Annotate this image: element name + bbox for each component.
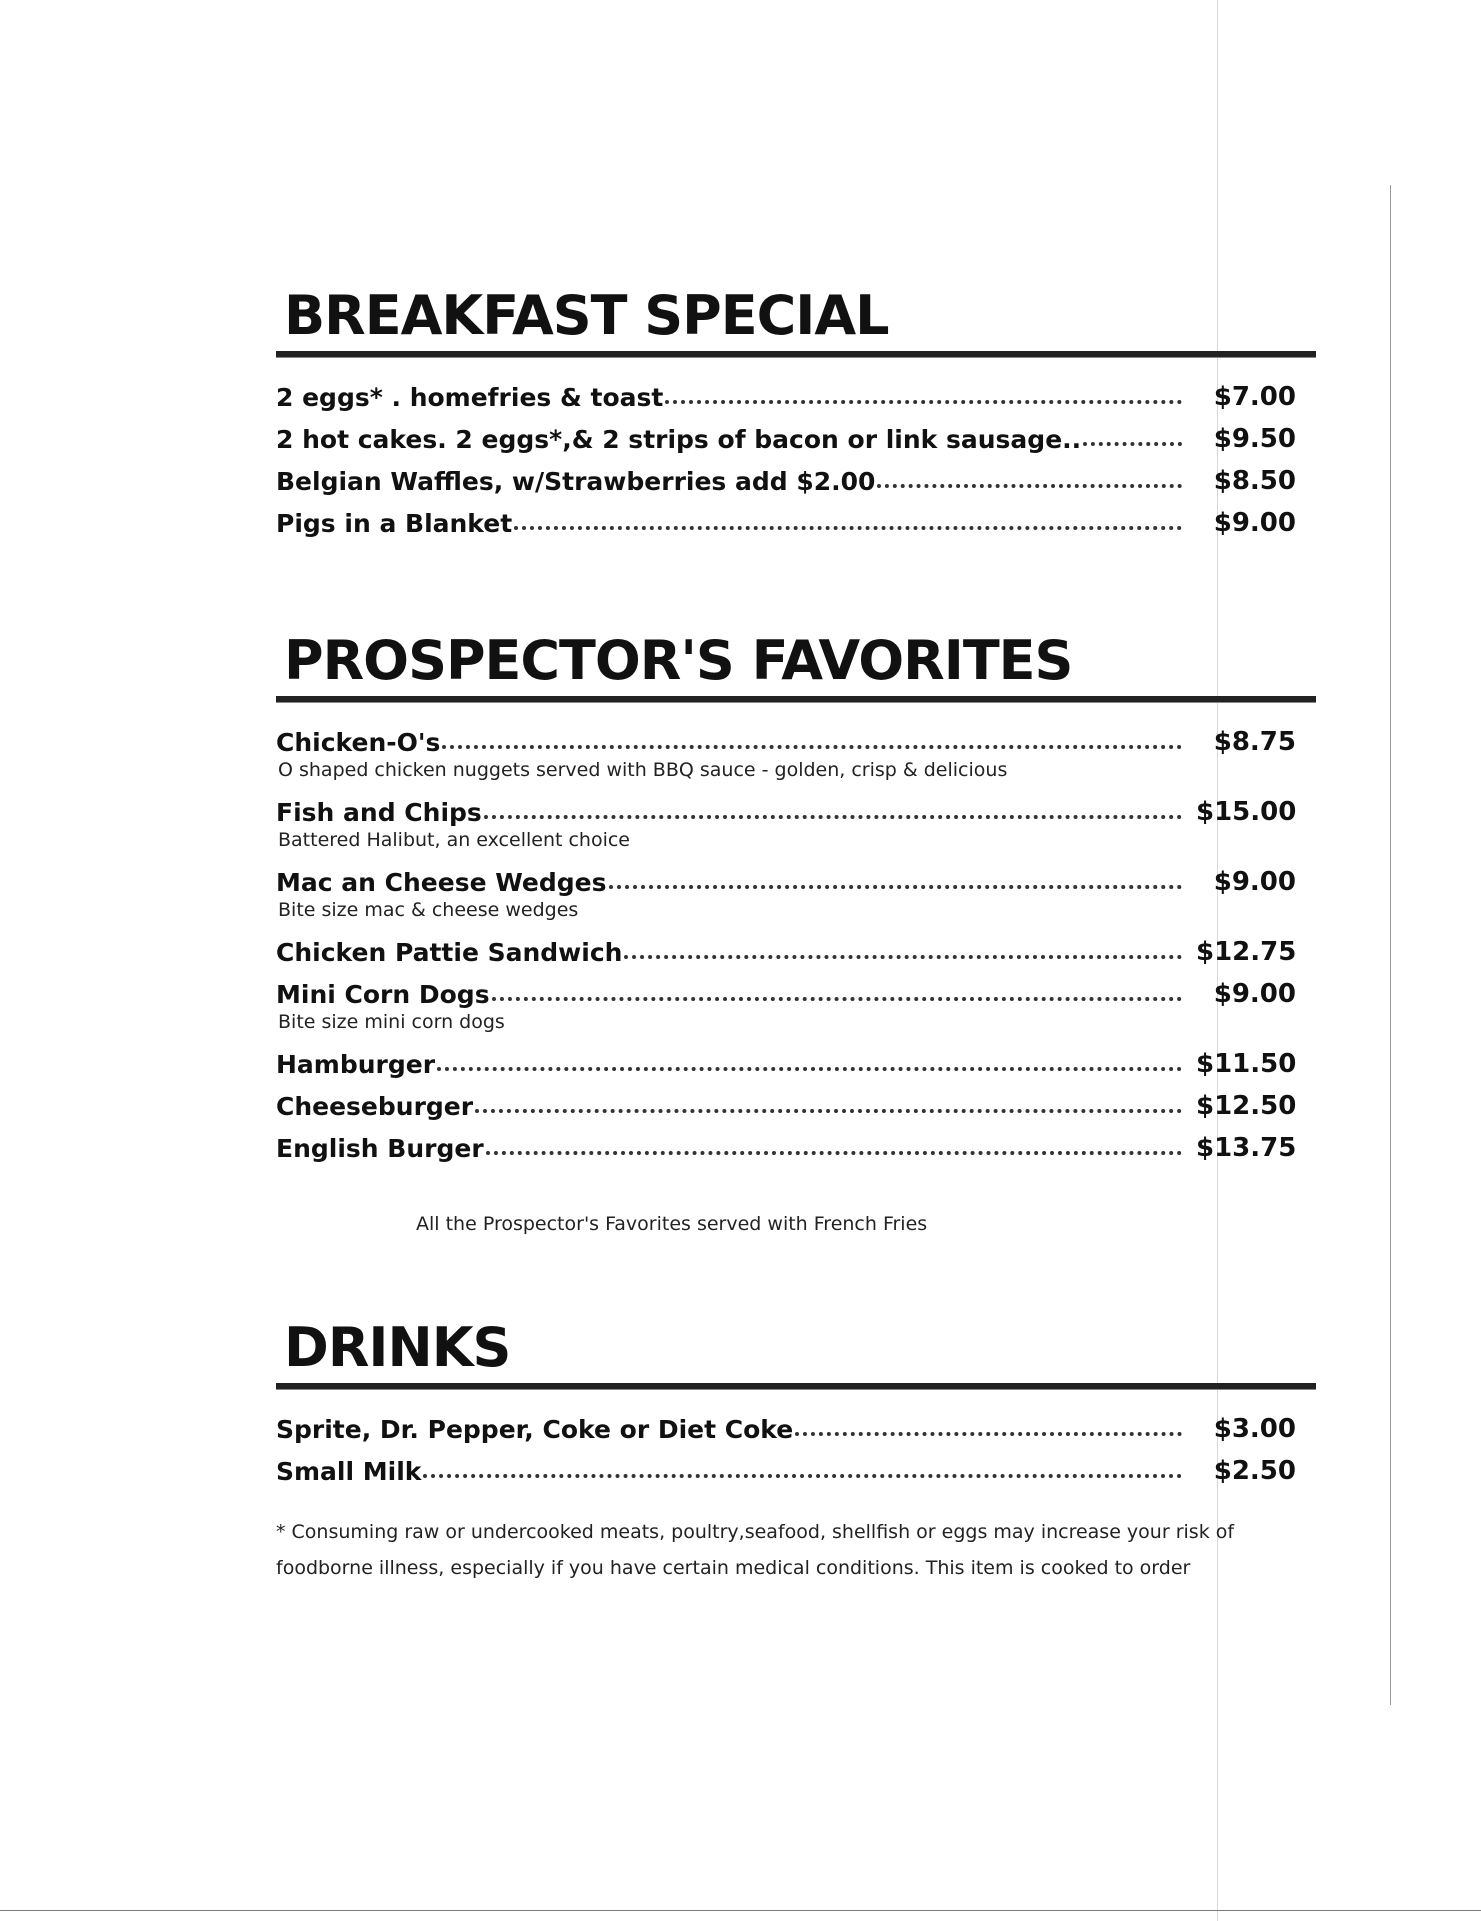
dot-leader (484, 815, 1182, 819)
item-description: Bite size mini corn dogs (278, 1011, 505, 1034)
section-rule (276, 1383, 1316, 1390)
item-name: Hamburger (276, 1050, 436, 1080)
menu-item (276, 967, 1296, 1033)
item-name: 2 eggs* . homefries & toast (276, 383, 664, 413)
item-name: Chicken Pattie Sandwich (276, 938, 623, 968)
item-price: $9.00 (1213, 867, 1296, 898)
menu-item (276, 855, 1296, 921)
dot-leader (624, 955, 1182, 959)
item-price: $9.50 (1213, 424, 1296, 455)
item-description: O shaped chicken nuggets served with BBQ sauce - golden, crisp & delicious (278, 759, 1008, 782)
section-prospectors-favorites (276, 630, 1316, 1235)
section-breakfast-special (276, 285, 1316, 538)
dot-leader (423, 1474, 1182, 1478)
item-price: $13.75 (1196, 1133, 1297, 1164)
dot-leader (665, 400, 1182, 404)
menu-item (276, 925, 1296, 967)
section-rule (276, 351, 1316, 358)
dot-leader (486, 1151, 1182, 1155)
item-name: Sprite, Dr. Pepper, Coke or Diet Coke (276, 1415, 794, 1445)
food-safety-disclaimer: * Consuming raw or undercooked meats, poultry,seafood, shellfish or eggs may increase your risk of foodborne illness, especially if you have certain medical conditions. This item is cooked to order (276, 1521, 1235, 1580)
item-name: Mac an Cheese Wedges (276, 868, 607, 898)
item-price: $9.00 (1213, 508, 1296, 539)
item-description: Battered Halibut, an excellent choice (278, 829, 631, 852)
item-price: $12.75 (1196, 937, 1297, 968)
scan-artifact-horizontal-line (0, 1910, 1481, 1911)
menu-item (276, 496, 1296, 538)
scan-artifact-edge-line (1390, 185, 1391, 1705)
item-price: $11.50 (1196, 1049, 1297, 1080)
menu-item (276, 454, 1296, 496)
dot-leader (609, 885, 1182, 889)
dot-leader (1083, 442, 1182, 446)
dot-leader (475, 1109, 1182, 1113)
item-price: $3.00 (1213, 1414, 1296, 1445)
section-title: DRINKS (284, 1316, 511, 1380)
menu-page (276, 285, 1316, 1586)
section-title: PROSPECTOR'S FAVORITES (284, 629, 1073, 693)
item-name: English Burger (276, 1134, 484, 1164)
item-price: $12.50 (1196, 1091, 1297, 1122)
item-price: $8.75 (1213, 727, 1296, 758)
item-name: Belgian Waffles, w/Strawberries add $2.00 (276, 467, 876, 497)
item-name: Cheeseburger (276, 1092, 474, 1122)
item-price: $8.50 (1213, 466, 1296, 497)
item-name: Fish and Chips (276, 798, 482, 828)
dot-leader (437, 1067, 1182, 1071)
item-name: Pigs in a Blanket (276, 509, 513, 539)
section-drinks (276, 1317, 1316, 1486)
dot-leader (514, 526, 1182, 530)
item-price: $9.00 (1213, 979, 1296, 1010)
dot-leader (795, 1432, 1182, 1436)
item-name: Chicken-O's (276, 728, 441, 758)
menu-item (276, 412, 1296, 454)
item-price: $7.00 (1213, 382, 1296, 413)
item-name: Small Milk (276, 1457, 422, 1487)
menu-item (276, 1444, 1296, 1486)
item-price: $15.00 (1196, 797, 1297, 828)
menu-item (276, 715, 1296, 781)
section-rule (276, 696, 1316, 703)
item-price: $2.50 (1213, 1456, 1296, 1487)
menu-item (276, 1079, 1296, 1121)
item-name: 2 hot cakes. 2 eggs*,& 2 strips of bacon or link sausage.. (276, 425, 1082, 455)
menu-item (276, 1121, 1296, 1163)
menu-item (276, 1402, 1296, 1444)
dot-leader (877, 484, 1182, 488)
item-description: Bite size mac & cheese wedges (278, 899, 579, 922)
section-note: All the Prospector's Favorites served with French Fries (416, 1213, 928, 1236)
menu-item (276, 1037, 1296, 1079)
menu-item (276, 785, 1296, 851)
item-name: Mini Corn Dogs (276, 980, 490, 1010)
menu-item (276, 370, 1296, 412)
dot-leader (492, 997, 1182, 1001)
section-title: BREAKFAST SPECIAL (284, 284, 889, 347)
dot-leader (442, 745, 1182, 749)
